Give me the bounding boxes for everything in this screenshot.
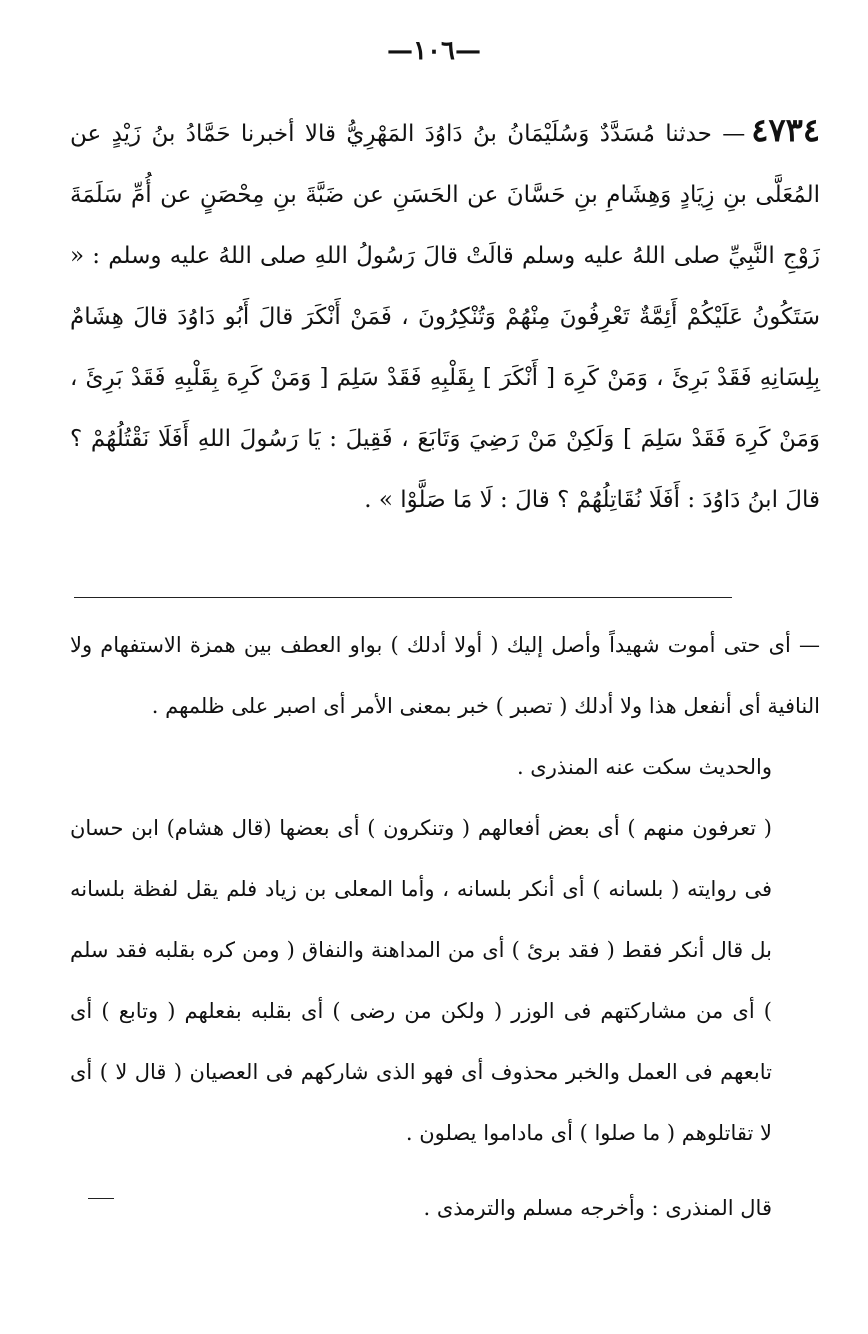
commentary-paragraph: — أى حتى أموت شهيداً وأصل إليك ( أولا أدلك ) بواو العطف بين همزة الاستفهام ولا النافية أى أنفعل هذا ولا أدلك ( تصبر ) خبر بمعنى الأمر أى اصبر على ظلمهم . bbox=[70, 633, 820, 718]
separator-line bbox=[74, 597, 732, 598]
page-number: —١٠٦— bbox=[387, 36, 481, 66]
continuation-dash bbox=[88, 1198, 114, 1199]
hadith-text: — حدثنا مُسَدَّدٌ وَسُلَيْمَانُ بنُ دَاوُدَ المَهْرِيُّ قالا أخبرنا حَمَّادُ بنُ زَيْدٍ عن المُعَلَّى بنِ زِيَادٍ وَهِشَامِ بنِ حَسَّانَ عن الحَسَنِ عن ضَبَّةَ بنِ مِحْصَنٍ عن أُمِّ سَلَمَةَ زَوْجِ النَّبِيِّ صلى اللهُ عليه وسلم قالَتْ قالَ رَسُولُ اللهِ صلى اللهُ عليه وسلم : « سَتَكُونُ عَلَيْكُمْ أَئِمَّةٌ تَعْرِفُونَ مِنْهُمْ وَتُنْكِرُونَ ، فَمَنْ أَنْكَرَ قالَ أَبُو دَاوُدَ قالَ هِشَامٌ بِلِسَانِهِ فَقَدْ بَرِئَ ، وَمَنْ كَرِهَ [ أَنْكَرَ ] بِقَلْبِهِ فَقَدْ سَلِمَ [ وَمَنْ كَرِهَ بِقَلْبِهِ فَقَدْ بَرِئَ ، وَمَنْ كَرِهَ فَقَدْ سَلِمَ ] وَلَكِنْ مَنْ رَضِيَ وَتَابَعَ ، فَقِيلَ : يَا رَسُولَ اللهِ أَفَلَا نَقْتُلُهُمْ ؟ قالَ ابنُ دَاوُدَ : أَفَلَا نُقَاتِلُهُمْ ؟ قالَ : لَا مَا صَلَّوْا » . bbox=[70, 121, 820, 513]
hadith-number: ٤٧٣٤ bbox=[751, 111, 820, 149]
commentary-paragraph: والحديث سكت عنه المنذرى . bbox=[516, 755, 772, 779]
commentary-block bbox=[70, 615, 820, 1239]
commentary-paragraph: ( تعرفون منهم ) أى بعض أفعالهم ( وتنكرون ) أى بعضها (قال هشام) ابن حسان فى روايته ( بلسانه ) أى أنكر بلسانه ، وأما المعلى بن زياد فلم يقل لفظة بلسانه بل قال أنكر فقط ( فقد برئ ) أى من المداهنة والنفاق ( ومن كره بقلبه فقد سلم ) أى من مشاركتهم فى الوزر ( ولكن من رضى ) أى بقلبه بفعلهم ( وتابع ) أى تابعهم فى العمل والخبر محذوف أى فهو الذى شاركهم فى العصيان ( قال لا ) أى لا تقاتلوهم ( ما صلوا ) أى ماداموا يصلون . bbox=[70, 816, 772, 1145]
footnote: قال المنذرى : وأخرجه مسلم والترمذى . bbox=[423, 1196, 772, 1220]
hadith-block bbox=[70, 100, 820, 531]
